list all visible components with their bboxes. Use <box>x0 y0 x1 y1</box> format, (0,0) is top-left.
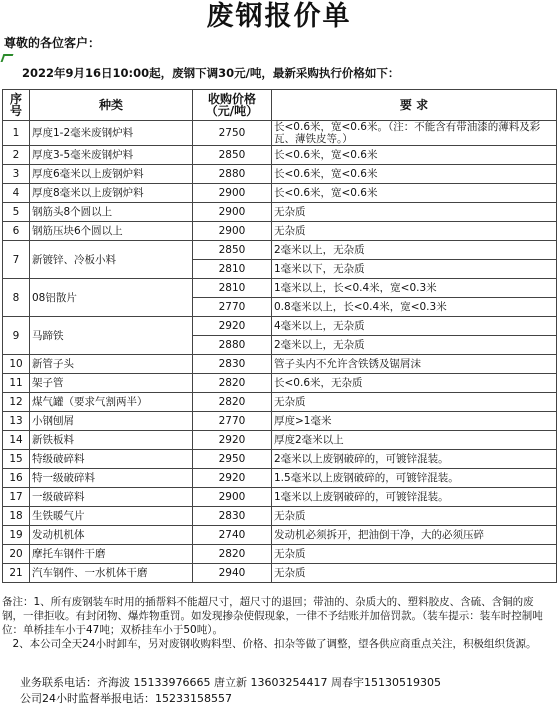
row-requirement: 1毫米以上，长<0.4米，宽<0.3米 <box>272 279 557 298</box>
row-type: 汽车钢件、一水机体干磨 <box>30 564 193 583</box>
note-line-2: 2、本公司全天24小时卸车，另对废钢收购料型、价格、扣杂等做了调整，望各供应商重点关注，积极组织货源。 <box>12 638 537 650</box>
row-number: 16 <box>3 469 30 488</box>
row-number: 7 <box>3 241 30 279</box>
row-requirement: 发动机必须拆开，把油倒干净，大的必须压碎 <box>272 526 557 545</box>
row-type: 新管子头 <box>30 355 193 374</box>
row-number: 4 <box>3 184 30 203</box>
row-price: 2920 <box>193 469 272 488</box>
row-number: 19 <box>3 526 30 545</box>
header-req: 要 求 <box>272 90 557 121</box>
row-type: 煤气罐（要求气割两半） <box>30 393 193 412</box>
contacts-block <box>20 675 441 707</box>
corner-mark <box>1 54 14 62</box>
notes-block <box>2 595 552 651</box>
row-price: 2810 <box>193 279 272 298</box>
table-row <box>3 184 557 203</box>
table-row <box>3 222 557 241</box>
row-price: 2810 <box>193 260 272 279</box>
table-row <box>3 545 557 564</box>
row-requirement: 2毫米以上，无杂质 <box>272 241 557 260</box>
row-price: 2830 <box>193 355 272 374</box>
row-price: 2820 <box>193 545 272 564</box>
row-requirement: 无杂质 <box>272 203 557 222</box>
table-header-row <box>3 90 557 121</box>
row-price: 2900 <box>193 203 272 222</box>
table-row <box>3 279 557 298</box>
table-row <box>3 165 557 184</box>
row-requirement: 长<0.6米，宽<0.6米 <box>272 165 557 184</box>
row-requirement: 2毫米以上废钢破碎的，可镀锌混装。 <box>272 450 557 469</box>
row-price: 2900 <box>193 184 272 203</box>
row-requirement: 4毫米以上，无杂质 <box>272 317 557 336</box>
row-requirement: 1毫米以下，无杂质 <box>272 260 557 279</box>
table-row <box>3 121 557 146</box>
table-row <box>3 241 557 260</box>
row-price: 2770 <box>193 412 272 431</box>
header-type: 种类 <box>30 90 193 121</box>
row-requirement: 长<0.6米，宽<0.6米 <box>272 184 557 203</box>
row-type: 厚度3-5毫米废钢炉料 <box>30 146 193 165</box>
row-type: 一级破碎料 <box>30 488 193 507</box>
row-number: 20 <box>3 545 30 564</box>
row-number: 9 <box>3 317 30 355</box>
row-requirement: 无杂质 <box>272 507 557 526</box>
row-number: 21 <box>3 564 30 583</box>
row-number: 18 <box>3 507 30 526</box>
row-type: 钢筋压块6个圆以上 <box>30 222 193 241</box>
row-requirement: 无杂质 <box>272 545 557 564</box>
row-requirement: 长<0.6米，宽<0.6米。（注：不能含有带油漆的薄料及彩瓦、薄铁皮等。） <box>272 121 557 146</box>
row-requirement: 1毫米以上废钢破碎的，可镀锌混装。 <box>272 488 557 507</box>
row-type: 生铁暖气片 <box>30 507 193 526</box>
row-type: 钢筋头8个圆以上 <box>30 203 193 222</box>
table-row <box>3 450 557 469</box>
row-number: 8 <box>3 279 30 317</box>
page-title: 废钢报价单 <box>206 1 352 32</box>
row-requirement: 厚度>1毫米 <box>272 412 557 431</box>
row-price: 2880 <box>193 336 272 355</box>
row-price: 2830 <box>193 507 272 526</box>
row-number: 14 <box>3 431 30 450</box>
table-row <box>3 146 557 165</box>
row-type: 摩托车钢件干磨 <box>30 545 193 564</box>
row-number: 17 <box>3 488 30 507</box>
table-row <box>3 526 557 545</box>
row-price: 2740 <box>193 526 272 545</box>
row-number: 10 <box>3 355 30 374</box>
row-number: 13 <box>3 412 30 431</box>
table-row <box>3 355 557 374</box>
row-type: 马蹄铁 <box>30 317 193 355</box>
row-number: 2 <box>3 146 30 165</box>
contact-line-1: 业务联系电话：齐海波 15133976665 唐立新 13603254417 周春宇15130519305 <box>20 676 441 689</box>
row-requirement: 无杂质 <box>272 222 557 241</box>
row-type: 厚度6毫米以上废钢炉料 <box>30 165 193 184</box>
row-type: 架子管 <box>30 374 193 393</box>
row-price: 2900 <box>193 222 272 241</box>
table-row <box>3 488 557 507</box>
table-row <box>3 412 557 431</box>
row-price: 2950 <box>193 450 272 469</box>
price-table <box>2 89 557 583</box>
row-price: 2880 <box>193 165 272 184</box>
table-row <box>3 374 557 393</box>
table-row <box>3 469 557 488</box>
row-requirement: 厚度2毫米以上 <box>272 431 557 450</box>
row-requirement: 1.5毫米以上废钢破碎的，可镀锌混装。 <box>272 469 557 488</box>
row-type: 小钢刨屑 <box>30 412 193 431</box>
header-no: 序号 <box>3 90 30 121</box>
row-price: 2900 <box>193 488 272 507</box>
note-line-1: 备注：1、所有废钢装车时用的插帮料不能超尺寸，超尺寸的退回；带油的、杂质大的、塑料胶皮、含硫、含铜的废钢，一律拒收。有封闭物、爆炸物重罚。如发现掺杂使假现象，一律不予结账并加倍罚款。（装车提示：装车时控制吨位：单桥挂车小于47吨；双桥挂车小于50吨）。 <box>2 596 543 636</box>
row-price: 2940 <box>193 564 272 583</box>
row-type: 08铝散片 <box>30 279 193 317</box>
header-price: 收购价格 （元/吨） <box>193 90 272 121</box>
row-number: 6 <box>3 222 30 241</box>
row-price: 2920 <box>193 317 272 336</box>
row-requirement: 长<0.6米，宽<0.6米 <box>272 146 557 165</box>
row-price: 2820 <box>193 374 272 393</box>
row-requirement: 0.8毫米以上，长<0.4米，宽<0.3米 <box>272 298 557 317</box>
row-requirement: 无杂质 <box>272 393 557 412</box>
row-requirement: 管子头内不允许含铁锈及锯屑沫 <box>272 355 557 374</box>
row-price: 2850 <box>193 241 272 260</box>
row-price: 2850 <box>193 146 272 165</box>
row-price: 2770 <box>193 298 272 317</box>
table-row <box>3 564 557 583</box>
table-row <box>3 431 557 450</box>
row-number: 1 <box>3 121 30 146</box>
row-number: 3 <box>3 165 30 184</box>
row-type: 发动机机体 <box>30 526 193 545</box>
greeting-text: 尊敬的各位客户： <box>4 36 101 50</box>
row-number: 12 <box>3 393 30 412</box>
row-type: 新镀锌、冷板小料 <box>30 241 193 279</box>
price-notice: 2022年9月16日10:00起，废钢下调30元/吨，最新采购执行价格如下： <box>22 66 400 80</box>
contact-line-2: 公司24小时监督举报电话：15233158557 <box>20 692 232 705</box>
row-number: 5 <box>3 203 30 222</box>
row-price: 2750 <box>193 121 272 146</box>
row-requirement: 无杂质 <box>272 564 557 583</box>
row-number: 11 <box>3 374 30 393</box>
row-number: 15 <box>3 450 30 469</box>
table-row <box>3 393 557 412</box>
row-type: 新铁板料 <box>30 431 193 450</box>
row-price: 2820 <box>193 393 272 412</box>
table-row <box>3 203 557 222</box>
row-requirement: 2毫米以上，无杂质 <box>272 336 557 355</box>
row-type: 特级破碎料 <box>30 450 193 469</box>
row-requirement: 长<0.6米，无杂质 <box>272 374 557 393</box>
row-type: 厚度8毫米以上废钢炉料 <box>30 184 193 203</box>
table-row <box>3 317 557 336</box>
row-type: 特一级破碎料 <box>30 469 193 488</box>
row-type: 厚度1-2毫米废钢炉料 <box>30 121 193 146</box>
row-price: 2920 <box>193 431 272 450</box>
table-row <box>3 507 557 526</box>
